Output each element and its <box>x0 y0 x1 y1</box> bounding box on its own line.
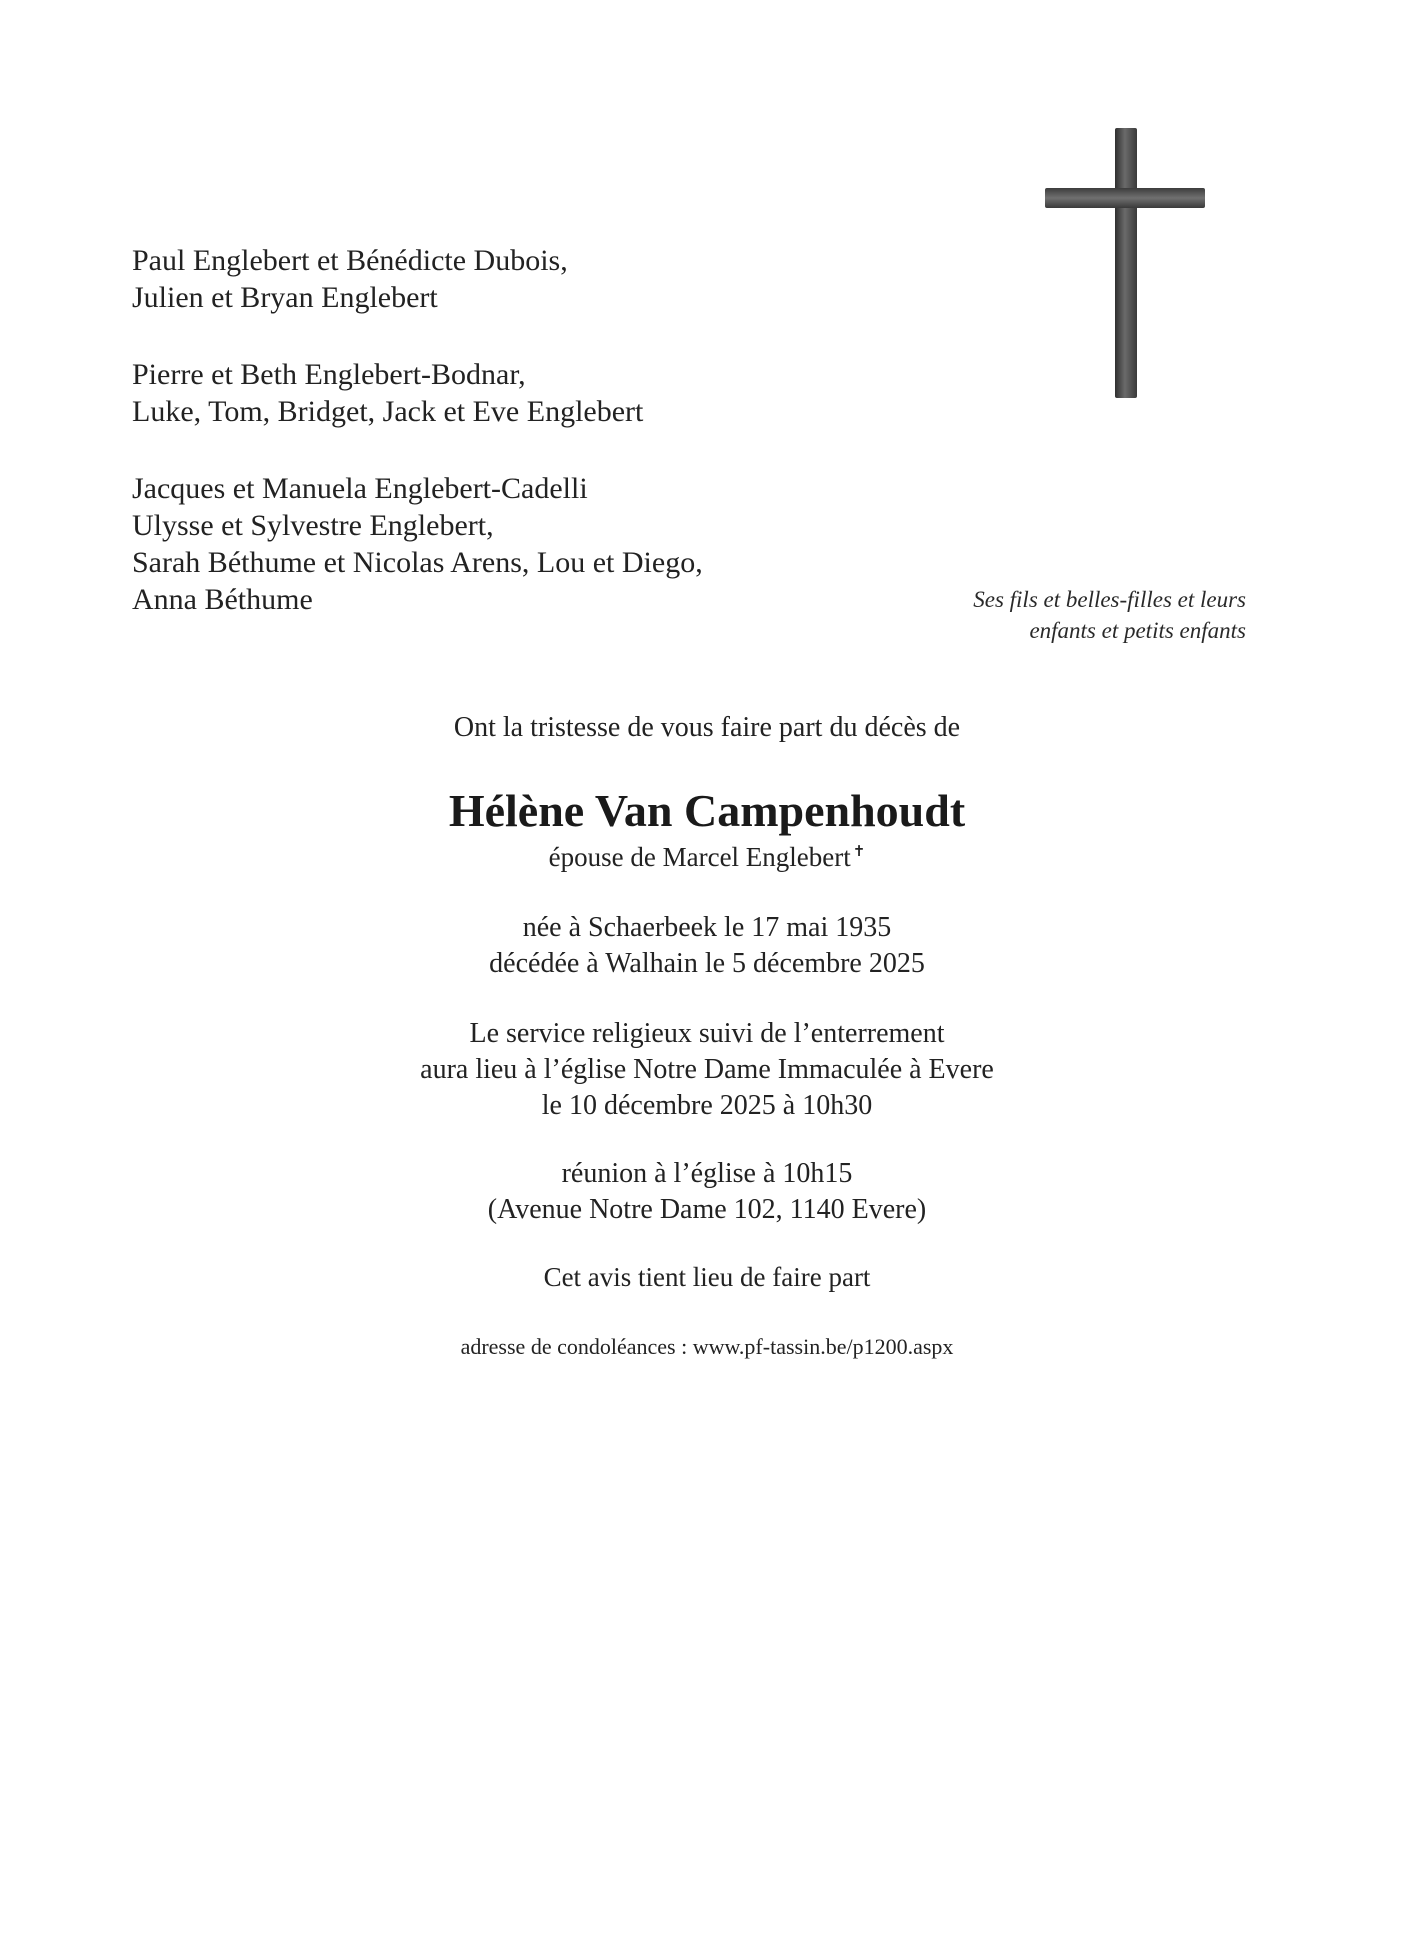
service-line: aura lieu à l’église Notre Dame Immaculée à Evere <box>420 1054 994 1085</box>
family-line: Luke, Tom, Bridget, Jack et Eve Englebert <box>132 395 644 428</box>
service-line: le 10 décembre 2025 à 10h30 <box>541 1090 873 1121</box>
cross-icon <box>1043 126 1207 400</box>
family-group-1 <box>132 242 703 316</box>
notice-text: Cet avis tient lieu de faire part <box>543 1262 871 1292</box>
family-group-3 <box>132 470 703 618</box>
service-info <box>0 1016 1414 1124</box>
meeting-info <box>0 1156 1414 1228</box>
family-list <box>132 242 703 618</box>
signature-line: Ses fils et belles-filles et leurs <box>973 587 1246 612</box>
announcement: Ont la tristesse de vous faire part du décès de <box>453 712 961 743</box>
meeting-line: réunion à l’église à 10h15 <box>561 1158 853 1189</box>
family-group-2 <box>132 356 703 430</box>
family-line: Ulysse et Sylvestre Englebert, <box>132 509 494 542</box>
spouse-text: épouse de Marcel Englebert <box>548 842 851 872</box>
condolences-address: adresse de condoléances : www.pf-tassin.be/p1200.aspx <box>460 1334 954 1359</box>
family-line: Sarah Béthume et Nicolas Arens, Lou et Diego, <box>132 546 703 579</box>
signature-note <box>973 584 1246 646</box>
signature-line: enfants et petits enfants <box>1029 618 1246 643</box>
life-dates <box>0 910 1414 982</box>
meeting-address: (Avenue Notre Dame 102, 1140 Evere) <box>487 1194 927 1225</box>
spouse-line <box>0 842 1414 873</box>
death-line: décédée à Walhain le 5 décembre 2025 <box>489 948 925 979</box>
birth-line: née à Schaerbeek le 17 mai 1935 <box>522 912 892 943</box>
dagger-icon: ✝ <box>852 844 866 860</box>
deceased-name: Hélène Van Campenhoudt <box>448 785 966 836</box>
family-line: Paul Englebert et Bénédicte Dubois, <box>132 244 568 277</box>
family-line: Anna Béthume <box>132 583 313 616</box>
family-line: Pierre et Beth Englebert-Bodnar, <box>132 358 526 391</box>
family-line: Jacques et Manuela Englebert-Cadelli <box>132 472 588 505</box>
family-line: Julien et Bryan Englebert <box>132 281 438 314</box>
service-line: Le service religieux suivi de l’enterrement <box>469 1018 945 1049</box>
